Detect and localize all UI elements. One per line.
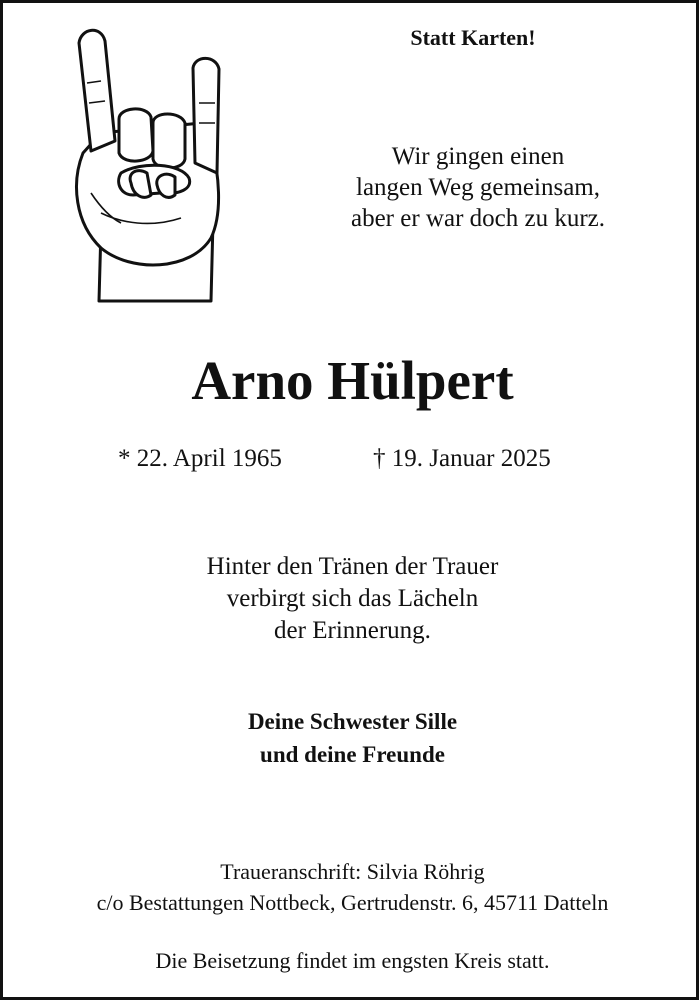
statt-karten-heading: Statt Karten! xyxy=(410,25,536,50)
verse-line: Hinter den Tränen der Trauer xyxy=(206,553,499,580)
condolence-address xyxy=(3,856,699,918)
birth-date: * 22. April 1965 xyxy=(118,445,282,472)
quote-block xyxy=(293,141,663,234)
mourners-line: Deine Schwester Sille xyxy=(247,709,458,734)
burial-note: Die Beisetzung findet im engsten Kreis statt. xyxy=(155,948,550,973)
address-line: c/o Bestattungen Nottbeck, Gertrudenstr. 6, 45711 Datteln xyxy=(96,890,609,915)
quote-line: langen Weg gemeinsam, xyxy=(356,174,600,201)
verse-block xyxy=(3,551,699,647)
quote-line: Wir gingen einen xyxy=(391,143,565,170)
verse-line: verbirgt sich das Lächeln xyxy=(226,585,479,612)
verse-line: der Erinnerung. xyxy=(274,617,431,644)
quote-line: aber er war doch zu kurz. xyxy=(350,205,606,232)
address-line: Traueranschrift: Silvia Röhrig xyxy=(220,859,485,884)
rock-hand-icon xyxy=(61,23,231,305)
deceased-name: Arno Hülpert xyxy=(191,350,514,411)
death-date: † 19. Januar 2025 xyxy=(373,445,551,472)
mourners-block xyxy=(3,705,699,771)
mourners-line: und deine Freunde xyxy=(260,742,445,767)
